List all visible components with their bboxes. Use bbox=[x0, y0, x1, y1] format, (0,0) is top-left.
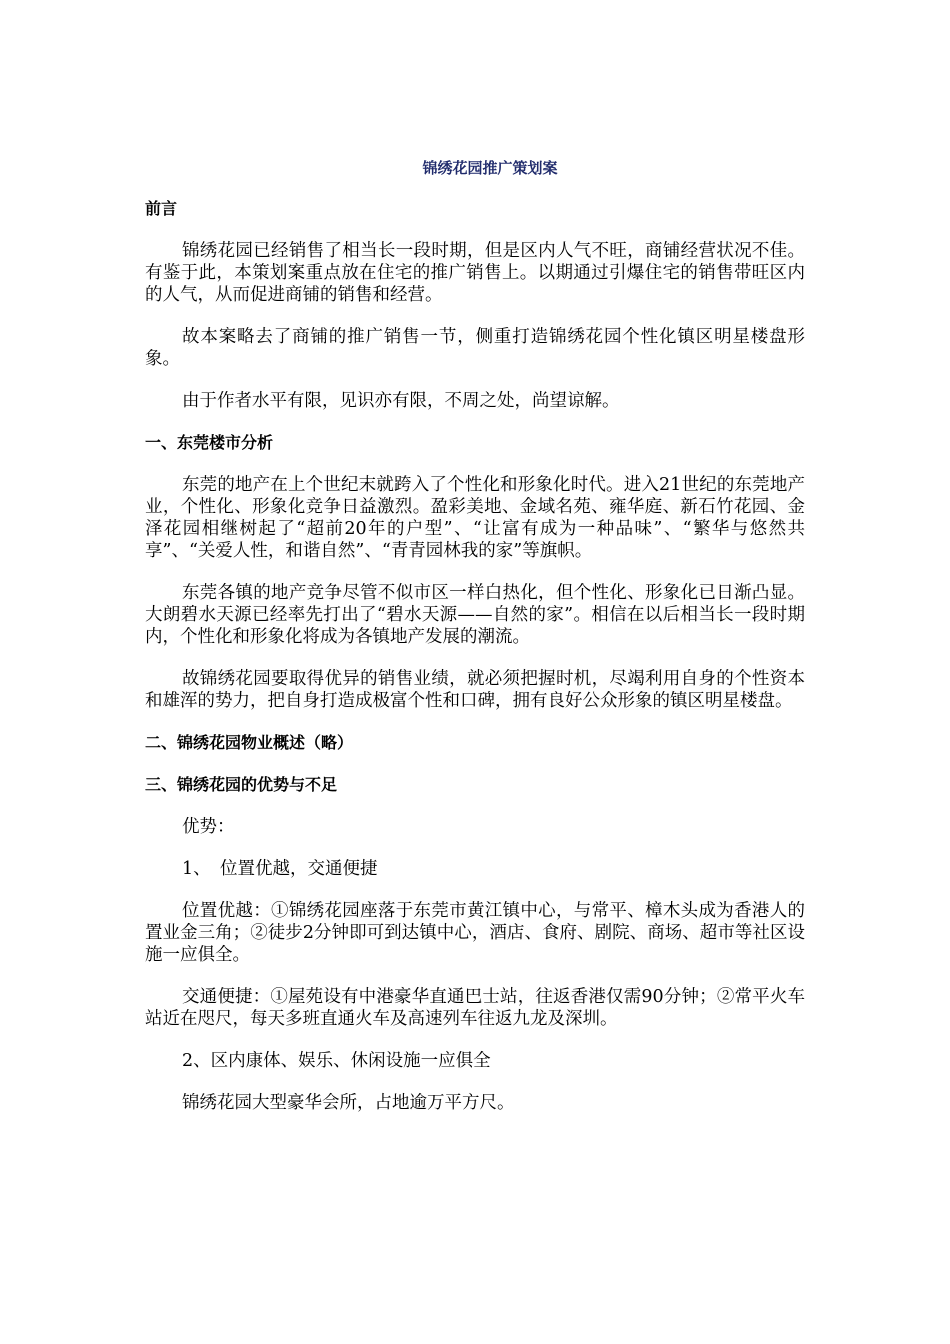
list-item-number: 1、 bbox=[182, 859, 211, 879]
paragraph: 故本案略去了商铺的推广销售一节，侧重打造锦绣花园个性化镇区明星楼盘形象。 bbox=[145, 327, 805, 369]
section-heading-market-analysis: 一、东莞楼市分析 bbox=[145, 433, 274, 452]
paragraph: 东莞的地产在上个世纪末就跨入了个性化和形象化时代。进入21世纪的东莞地产业，个性化、形象化竞争日益激烈。盈彩美地、金域名苑、雍华庭、新石竹花园、金泽花园相继树起了“超前20年的户型”、“让富有成为一种品味”、“繁华与悠然共享”、“关爱人性，和谐自然”、“青青园林我的家”等旗帜。 bbox=[145, 475, 805, 561]
paragraph: 交通便捷：①屋苑设有中港豪华直通巴士站，往返香港仅需90分钟；②常平火车站近在咫尺，每天多班直通火车及高速列车往返九龙及深圳。 bbox=[145, 987, 805, 1029]
document-body bbox=[145, 198, 805, 1134]
document-title: 锦绣花园推广策划案 bbox=[422, 159, 558, 177]
paragraph: 东莞各镇的地产竞争尽管不似市区一样白热化，但个性化、形象化已日渐凸显。大朗碧水天源已经率先打出了“碧水天源——自然的家”。相信在以后相当长一段时期内，个性化和形象化将成为各镇地产发展的潮流。 bbox=[145, 583, 805, 647]
section-heading-strengths: 三、锦绣花园的优势与不足 bbox=[145, 775, 338, 794]
list-item-text: 位置优越，交通便捷 bbox=[220, 859, 378, 879]
paragraph: 位置优越：①锦绣花园座落于东莞市黄江镇中心，与常平、樟木头成为香港人的置业金三角；②徒步2分钟即可到达镇中心，酒店、食府、剧院、商场、超市等社区设施一应俱全。 bbox=[145, 901, 805, 965]
section-heading-property-overview: 二、锦绣花园物业概述（略） bbox=[145, 733, 354, 752]
paragraph: 锦绣花园大型豪华会所，占地逾万平方尺。 bbox=[182, 1093, 515, 1113]
list-item: 2、区内康体、娱乐、休闲设施一应俱全 bbox=[182, 1051, 491, 1071]
list-item bbox=[145, 858, 805, 880]
paragraph: 由于作者水平有限，见识亦有限，不周之处，尚望谅解。 bbox=[182, 391, 620, 411]
paragraph: 故锦绣花园要取得优异的销售业绩，就必须把握时机，尽竭利用自身的个性资本和雄浑的势力，把自身打造成极富个性和口碑，拥有良好公众形象的镇区明星楼盘。 bbox=[145, 669, 805, 711]
advantages-label: 优势： bbox=[182, 817, 235, 837]
paragraph: 锦绣花园已经销售了相当长一段时期，但是区内人气不旺，商铺经营状况不佳。有鉴于此，本策划案重点放在住宅的推广销售上。以期通过引爆住宅的销售带旺区内的人气，从而促进商铺的销售和经营。 bbox=[145, 241, 805, 305]
section-heading-preface: 前言 bbox=[145, 199, 178, 218]
